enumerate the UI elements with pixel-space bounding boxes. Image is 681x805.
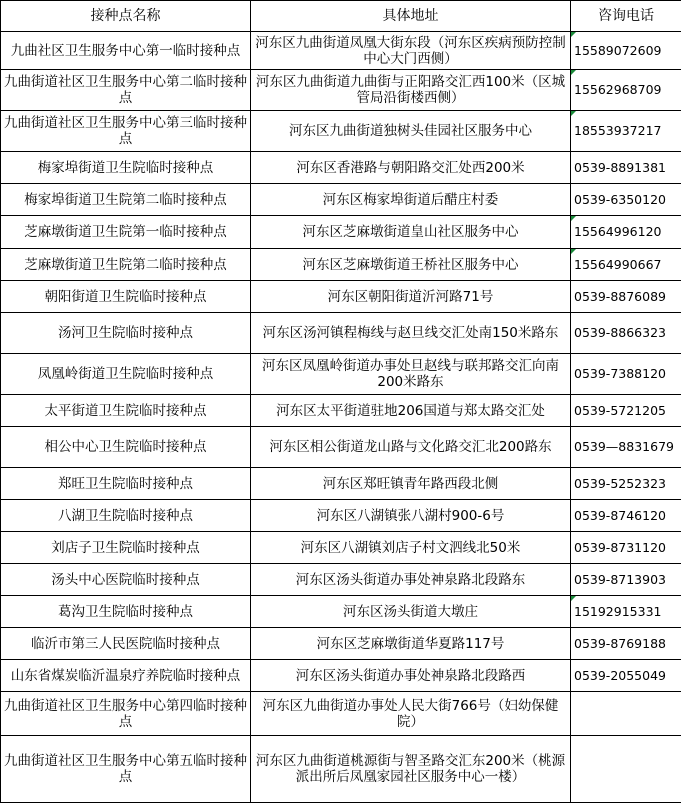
site-phone: 0539-8731120	[571, 532, 681, 564]
site-name: 山东省煤炭临沂温泉疗养院临时接种点	[1, 660, 251, 692]
site-phone: 0539-8746120	[571, 500, 681, 532]
site-address: 河东区九曲街道独树头佳园社区服务中心	[251, 111, 571, 152]
site-address: 河东区太平街道驻地206国道与郑太路交汇处	[251, 395, 571, 427]
table-row	[1, 313, 681, 354]
site-name: 九曲社区卫生服务中心第一临时接种点	[1, 32, 251, 70]
site-address: 河东区芝麻墩街道华夏路117号	[251, 628, 571, 660]
site-address: 河东区汤头街道办事处神泉路北段路西	[251, 660, 571, 692]
site-name: 九曲街道社区卫生服务中心第四临时接种点	[1, 692, 251, 736]
site-name: 九曲街道社区卫生服务中心第二临时接种点	[1, 70, 251, 111]
site-address: 河东区九曲街道九曲街与正阳路交汇西100米（区城管局沿街楼西侧）	[251, 70, 571, 111]
site-phone: 15192915331	[571, 596, 681, 628]
table-row	[1, 532, 681, 564]
site-address: 河东区汤头街道办事处神泉路北段路东	[251, 564, 571, 596]
site-name: 朝阳街道卫生院临时接种点	[1, 281, 251, 313]
site-phone: 15589072609	[571, 32, 681, 70]
table-row	[1, 500, 681, 532]
site-address: 河东区九曲街道办事处人民大街766号（妇幼保健院）	[251, 692, 571, 736]
site-phone: 0539-8891381	[571, 152, 681, 184]
site-name: 刘店子卫生院临时接种点	[1, 532, 251, 564]
site-name: 九曲街道社区卫生服务中心第三临时接种点	[1, 111, 251, 152]
site-phone: 15564990667	[571, 249, 681, 281]
site-phone: 0539—8831679	[571, 427, 681, 468]
site-address: 河东区汤头街道大墩庄	[251, 596, 571, 628]
site-address: 河东区芝麻墩街道王桥社区服务中心	[251, 249, 571, 281]
site-phone: 0539-8866323	[571, 313, 681, 354]
site-phone: 0539-8769188	[571, 628, 681, 660]
table-row	[1, 427, 681, 468]
site-address: 河东区八湖镇刘店子村文泗线北50米	[251, 532, 571, 564]
table-row	[1, 249, 681, 281]
header-name: 接种点名称	[1, 1, 251, 32]
site-name: 九曲街道社区卫生服务中心第五临时接种点	[1, 736, 251, 803]
site-name: 郑旺卫生院临时接种点	[1, 468, 251, 500]
site-address: 河东区朝阳街道沂河路71号	[251, 281, 571, 313]
site-name: 芝麻墩街道卫生院第二临时接种点	[1, 249, 251, 281]
site-phone	[571, 692, 681, 736]
table-row	[1, 281, 681, 313]
site-phone: 0539-8876089	[571, 281, 681, 313]
site-phone: 18553937217	[571, 111, 681, 152]
site-phone: 0539-2055049	[571, 660, 681, 692]
table-row	[1, 32, 681, 70]
table-row	[1, 628, 681, 660]
site-address: 河东区梅家埠街道后醋庄村委	[251, 184, 571, 216]
table-row	[1, 70, 681, 111]
site-phone: 0539-5721205	[571, 395, 681, 427]
site-phone: 15562968709	[571, 70, 681, 111]
site-address: 河东区香港路与朝阳路交汇处西200米	[251, 152, 571, 184]
header-address: 具体地址	[251, 1, 571, 32]
site-address: 河东区郑旺镇青年路西段北侧	[251, 468, 571, 500]
site-address: 河东区汤河镇程梅线与赵旦线交汇处南150米路东	[251, 313, 571, 354]
site-name: 梅家埠街道卫生院第二临时接种点	[1, 184, 251, 216]
table-row	[1, 468, 681, 500]
site-address: 河东区相公街道龙山路与文化路交汇北200路东	[251, 427, 571, 468]
site-phone: 0539-8713903	[571, 564, 681, 596]
site-name: 太平街道卫生院临时接种点	[1, 395, 251, 427]
table-row	[1, 660, 681, 692]
site-address: 河东区九曲街道桃源街与智圣路交汇东200米（桃源派出所后凤凰家园社区服务中心一楼）	[251, 736, 571, 803]
table-row	[1, 111, 681, 152]
site-address: 河东区八湖镇张八湖村900-6号	[251, 500, 571, 532]
table-row	[1, 216, 681, 249]
site-phone: 0539-6350120	[571, 184, 681, 216]
site-name: 汤头中心医院临时接种点	[1, 564, 251, 596]
site-phone: 15564996120	[571, 216, 681, 249]
table-row	[1, 395, 681, 427]
table-row	[1, 564, 681, 596]
site-name: 芝麻墩街道卫生院第一临时接种点	[1, 216, 251, 249]
site-address: 河东区九曲街道凤凰大街东段（河东区疾病预防控制中心大门西侧）	[251, 32, 571, 70]
table-row	[1, 184, 681, 216]
table-row	[1, 354, 681, 395]
site-address: 河东区芝麻墩街道皇山社区服务中心	[251, 216, 571, 249]
site-name: 八湖卫生院临时接种点	[1, 500, 251, 532]
site-name: 相公中心卫生院临时接种点	[1, 427, 251, 468]
site-name: 临沂市第三人民医院临时接种点	[1, 628, 251, 660]
site-phone: 0539-5252323	[571, 468, 681, 500]
table-row	[1, 152, 681, 184]
site-phone	[571, 736, 681, 803]
site-phone: 0539-7388120	[571, 354, 681, 395]
table-row	[1, 736, 681, 803]
table-row	[1, 692, 681, 736]
site-name: 梅家埠街道卫生院临时接种点	[1, 152, 251, 184]
site-name: 汤河卫生院临时接种点	[1, 313, 251, 354]
table-row	[1, 596, 681, 628]
header-phone: 咨询电话	[571, 1, 681, 32]
table-header-row	[1, 1, 681, 32]
site-name: 葛沟卫生院临时接种点	[1, 596, 251, 628]
site-name: 凤凰岭街道卫生院临时接种点	[1, 354, 251, 395]
site-address: 河东区凤凰岭街道办事处旦赵线与联邦路交汇向南200米路东	[251, 354, 571, 395]
